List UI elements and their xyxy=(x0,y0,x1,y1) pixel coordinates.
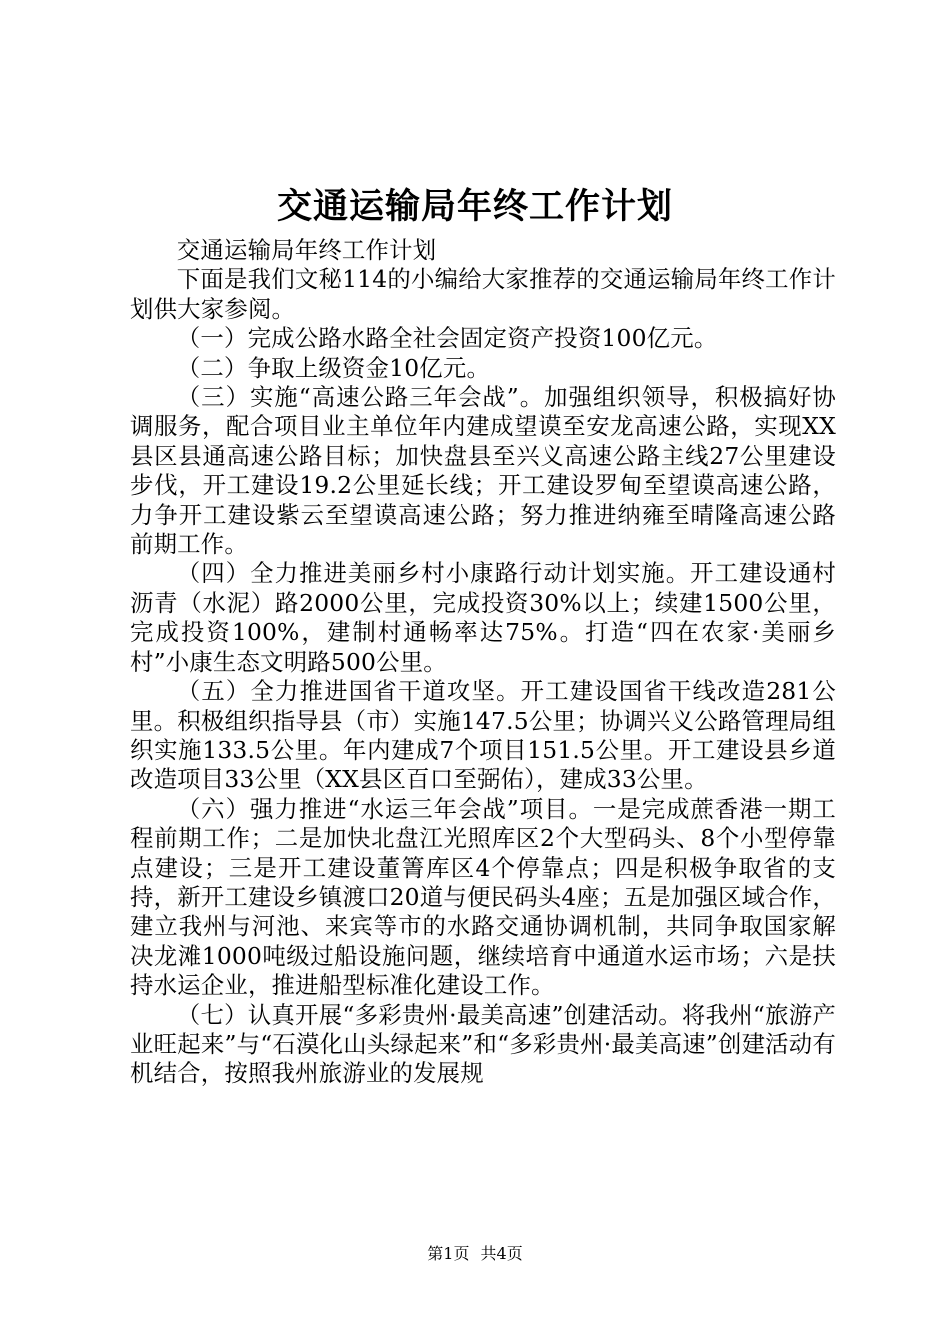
page-number: 第1页 xyxy=(427,1244,470,1263)
paragraph-item-1: （一）完成公路水路全社会固定资产投资100亿元。 xyxy=(176,324,718,353)
paragraph-item-6: （六）强力推进“水运三年会战”项目。一是完成蔗香港一期工程前期工作；二是加快北盘江光照库区2个大型码头、8个小型停靠点建设；三是开工建设董箐库区4个停靠点；四是积极争取省的支持，新开工建设乡镇渡口20道与便民码头4座；五是加强区域合作，建立我州与河池、来宾等市的水路交通协调机制，共同争取国家解决龙滩1000吨级过船设施问题，继续培育中通道水运市场；六是扶持水运企业，推进船型标准化建设工作。 xyxy=(130,794,836,1000)
paragraph-item-2: （二）争取上级资金10亿元。 xyxy=(176,353,491,382)
paragraph-intro: 下面是我们文秘114的小编给大家推荐的交通运输局年终工作计划供大家参阅。 xyxy=(130,265,836,323)
document-title: 交通运输局年终工作计划 xyxy=(276,186,673,227)
page-total: 共4页 xyxy=(480,1244,523,1263)
paragraph-item-7: （七）认真开展“多彩贵州·最美高速”创建活动。将我州“旅游产业旺起来”与“石漠化山头绿起来”和“多彩贵州·最美高速”创建活动有机结合，按照我州旅游业的发展规 xyxy=(130,1000,836,1088)
paragraph-subtitle: 交通运输局年终工作计划 xyxy=(176,236,437,264)
paragraph-item-5: （五）全力推进国省干道攻坚。开工建设国省干线改造281公里。积极组织指导县（市）实施147.5公里；协调兴义公路管理局组织实施133.5公里。年内建成7个项目151.5公里。开工建设县乡道改造项目33公里（XX县区百口至弼佑），建成33公里。 xyxy=(130,677,836,794)
paragraph-item-4: （四）全力推进美丽乡村小康路行动计划实施。开工建设通村沥青（水泥）路2000公里，完成投资30%以上；续建1500公里，完成投资100%，建制村通畅率达75%。打造“四在农家·美丽乡村”小康生态文明路500公里。 xyxy=(130,559,836,676)
paragraph-item-3: （三）实施“高速公路三年会战”。加强组织领导，积极搞好协调服务，配合项目业主单位年内建成望谟至安龙高速公路，实现XX县区县通高速公路目标；加快盘县至兴义高速公路主线27公里建设步伐，开工建设19.2公里延长线；开工建设罗甸至望谟高速公路，力争开工建设紫云至望谟高速公路；努力推进纳雍至晴隆高速公路前期工作。 xyxy=(130,383,836,559)
document-body xyxy=(130,236,836,1089)
page-footer xyxy=(0,1243,950,1265)
